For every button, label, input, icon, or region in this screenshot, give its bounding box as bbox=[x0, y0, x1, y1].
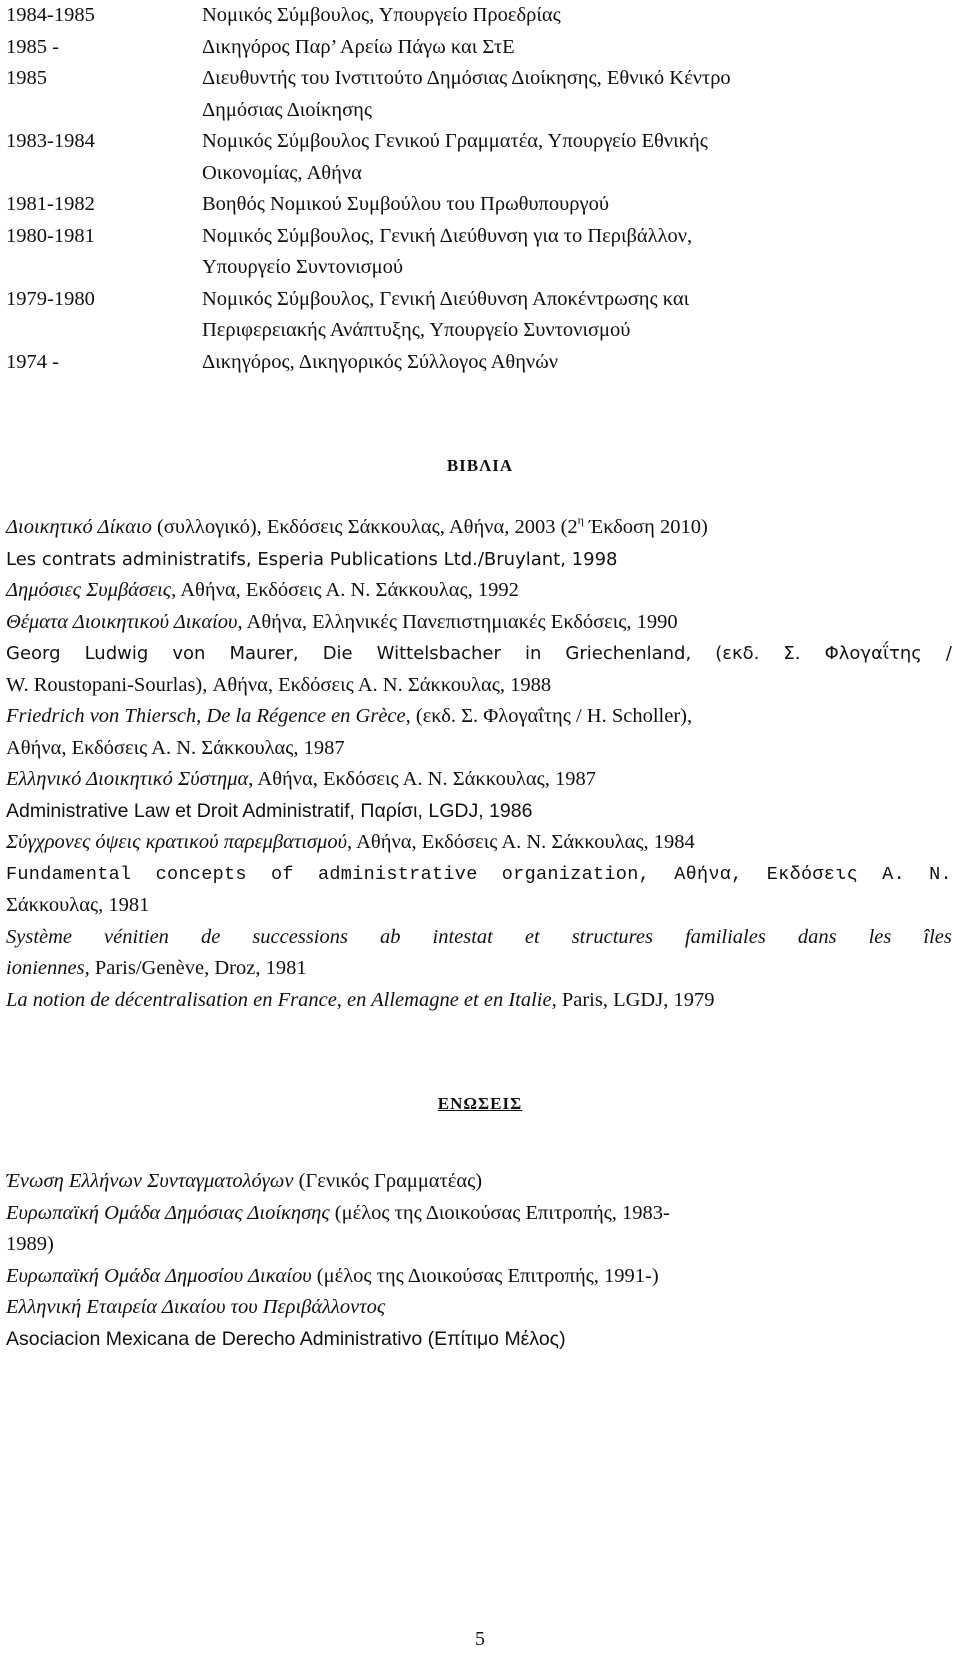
career-row bbox=[6, 126, 946, 189]
career-line: Νομικός Σύμβουλος, Γενική Διεύθυνση για το Περιβάλλον, bbox=[202, 224, 693, 247]
career-line: Περιφερειακής Ανάπτυξης, Υπουργείο Συντονισμού bbox=[202, 319, 631, 341]
book-entry: Ελληνικό Διοικητικό Σύστημα, Αθήνα, Εκδόσεις Α. Ν. Σάκκουλας, 1987 bbox=[6, 768, 597, 790]
book-entry: Friedrich von Thiersch, De la Régence en Grèce, (εκδ. Σ. Φλογαΐτης / Η. Scholler), Αθήνα, Εκδόσεις Α. Ν. Σάκκουλας, 1987 bbox=[6, 705, 693, 759]
career-line: Δικηγόρος Παρ’ Αρείω Πάγω και ΣτΕ bbox=[202, 35, 515, 58]
word: vénitien bbox=[104, 925, 169, 948]
career-description bbox=[202, 347, 946, 379]
association-name: Ευρωπαϊκή Ομάδα Δημόσιας Διοίκησης bbox=[6, 1201, 330, 1224]
associations-heading: ΕΝΩΣΕΙΣ bbox=[437, 1094, 523, 1113]
career-row bbox=[6, 63, 946, 126]
book-line bbox=[6, 638, 952, 670]
books-heading: ΒΙΒΛΙΑ bbox=[446, 456, 514, 475]
word: von bbox=[172, 643, 206, 664]
career-line: Νομικός Σύμβουλος Γενικού Γραμματέα, Υπουργείο Εθνικής bbox=[202, 130, 708, 152]
association-entry bbox=[6, 1292, 952, 1324]
career-description bbox=[202, 63, 946, 126]
word: de bbox=[200, 925, 221, 948]
word: familiales bbox=[684, 925, 766, 948]
career-timeline bbox=[6, 0, 946, 378]
word: Fundamental bbox=[6, 863, 132, 885]
book-title: Διοικητικό Δίκαιο bbox=[6, 516, 152, 538]
book-entry: Les contrats administratifs, Esperia Publications Ltd./Bruylant, 1998 bbox=[6, 548, 618, 570]
career-row bbox=[6, 0, 946, 32]
book-entry: Διοικητικό Δίκαιο (συλλογικό), Εκδόσεις Σάκκουλας, Αθήνα, 2003 ($2^\eta$ Έκδοση 2010) bbox=[6, 513, 708, 538]
word: / bbox=[945, 643, 952, 664]
word: intestat bbox=[432, 925, 493, 948]
association-entry: Ευρωπαϊκή Ομάδα Δημόσιας Διοίκησης (μέλος της Διοικούσας Επιτροπής, 1983- 1989) bbox=[6, 1201, 670, 1255]
word: Maurer, bbox=[229, 643, 299, 664]
word: structures bbox=[571, 925, 653, 948]
word: Αθήνα, bbox=[674, 863, 743, 885]
word: et bbox=[524, 925, 540, 948]
associations-list bbox=[6, 1166, 952, 1355]
association-entry: Asociacion Mexicana de Derecho Administrativo (Επίτιμο Μέλος) bbox=[6, 1327, 566, 1350]
career-line: Υπουργείο Συντονισμού bbox=[202, 256, 404, 278]
career-year: 1979-1980 bbox=[6, 287, 95, 310]
book-entry: Système vénitien de successions ab intestat et structures familiales dans les îles ioniennes, Paris/Genève, Droz, 1981 bbox=[6, 922, 952, 985]
word: Griechenland, bbox=[565, 643, 692, 664]
word: les bbox=[868, 925, 892, 948]
word: organization, bbox=[501, 863, 651, 885]
association-name: Ένωση Ελλήνων Συνταγματολόγων bbox=[6, 1170, 294, 1192]
word: Α. bbox=[882, 863, 905, 885]
word: (εκδ. bbox=[715, 643, 760, 664]
word: concepts bbox=[155, 863, 247, 885]
word: Σ. bbox=[783, 643, 801, 664]
career-row bbox=[6, 347, 946, 379]
book-title: Θέματα Διοικητικού Δικαίου bbox=[6, 610, 238, 633]
page-number: 5 bbox=[475, 1628, 485, 1650]
word: successions bbox=[252, 925, 348, 948]
career-line: Δημόσιας Διοίκησης bbox=[202, 98, 372, 121]
association-name: Ευρωπαϊκή Ομάδα Δημοσίου Δικαίου bbox=[6, 1264, 312, 1287]
career-line: Βοηθός Νομικού Συμβούλου του Πρωθυπουργού bbox=[202, 193, 609, 215]
book-title: Δημόσιες Συμβάσεις bbox=[6, 579, 172, 601]
career-description bbox=[202, 189, 946, 221]
career-row bbox=[6, 284, 946, 347]
career-year: 1980-1981 bbox=[6, 224, 95, 247]
association-entry: Ένωση Ελλήνων Συνταγματολόγων (Γενικός Γραμματέας) bbox=[6, 1170, 483, 1192]
career-year: 1984-1985 bbox=[6, 4, 95, 26]
word: îles bbox=[923, 925, 952, 948]
book-title: Friedrich von Thiersch, De la Régence en Grèce bbox=[6, 705, 406, 727]
book-title: Σύγχρονες όψεις κρατικού παρεμβατισμού bbox=[6, 831, 347, 853]
career-line: Διευθυντής του Ινστιτούτο Δημόσιας Διοίκησης, Εθνικό Κέντρο bbox=[202, 67, 731, 89]
career-year: 1974 - bbox=[6, 350, 59, 373]
book-title: ioniennes bbox=[6, 957, 85, 979]
career-description bbox=[202, 126, 946, 189]
word: Wittelsbacher bbox=[376, 643, 501, 664]
book-entry: Fundamental concepts of administrative organization, Αθήνα, Εκδόσεις Α. Ν. Σάκκουλας, 1981 bbox=[6, 859, 952, 922]
career-description bbox=[202, 32, 946, 64]
word: administrative bbox=[317, 863, 478, 885]
word: Ν. bbox=[929, 863, 952, 885]
career-year: 1985 - bbox=[6, 35, 59, 58]
word: Georg bbox=[6, 643, 61, 664]
word: Die bbox=[322, 643, 353, 664]
career-row bbox=[6, 32, 946, 64]
association-name: Ελληνική Εταιρεία Δικαίου του Περιβάλλοντος bbox=[6, 1296, 386, 1318]
career-description bbox=[202, 221, 946, 284]
book-line bbox=[6, 859, 952, 891]
book-entry: Georg Ludwig von Maurer, Die Wittelsbacher in Griechenland, (εκδ. Σ. Φλογαΐτης / W. Roustopani-Sourlas), Αθήνα, Εκδόσεις Α. Ν. Σάκκουλας, 1988 bbox=[6, 638, 952, 701]
word: Système bbox=[6, 925, 73, 948]
career-description bbox=[202, 0, 946, 32]
books-list bbox=[6, 512, 952, 1016]
career-description bbox=[202, 284, 946, 347]
word: of bbox=[270, 863, 294, 885]
word: ab bbox=[380, 925, 401, 948]
association-entry: Ευρωπαϊκή Ομάδα Δημοσίου Δικαίου (μέλος της Διοικούσας Επιτροπής, 1991-) bbox=[6, 1264, 659, 1287]
word: Ludwig bbox=[84, 643, 149, 664]
career-line: Δικηγόρος, Δικηγορικός Σύλλογος Αθηνών bbox=[202, 350, 558, 373]
career-row bbox=[6, 189, 946, 221]
career-line: Νομικός Σύμβουλος, Γενική Διεύθυνση Αποκέντρωσης και bbox=[202, 287, 690, 310]
book-line bbox=[6, 922, 952, 954]
career-year: 1983-1984 bbox=[6, 130, 95, 152]
word: Φλογαΐτης bbox=[824, 643, 922, 664]
book-entry: Δημόσιες Συμβάσεις, Αθήνα, Εκδόσεις Α. Ν. Σάκκουλας, 1992 bbox=[6, 579, 519, 601]
career-row bbox=[6, 221, 946, 284]
book-title: Ελληνικό Διοικητικό Σύστημα bbox=[6, 768, 249, 790]
career-year: 1985 bbox=[6, 67, 47, 89]
career-line: Νομικός Σύμβουλος, Υπουργείο Προεδρίας bbox=[202, 4, 561, 26]
word: dans bbox=[797, 925, 837, 948]
word: in bbox=[524, 643, 542, 664]
book-entry: La notion de décentralisation en France, en Allemagne et en Italie, Paris, LGDJ, 1979 bbox=[6, 988, 715, 1011]
word: Εκδόσεις bbox=[766, 863, 858, 885]
book-entry: Θέματα Διοικητικού Δικαίου, Αθήνα, Ελληνικές Πανεπιστημιακές Εκδόσεις, 1990 bbox=[6, 610, 678, 633]
book-entry: Administrative Law et Droit Administratif, Παρίσι, LGDJ, 1986 bbox=[6, 799, 533, 822]
career-line: Οικονομίας, Αθήνα bbox=[202, 161, 362, 184]
career-year: 1981-1982 bbox=[6, 193, 95, 215]
book-title: La notion de décentralisation en France, en Allemagne et en Italie bbox=[6, 988, 552, 1011]
book-entry: Σύγχρονες όψεις κρατικού παρεμβατισμού, Αθήνα, Εκδόσεις Α. Ν. Σάκκουλας, 1984 bbox=[6, 831, 695, 853]
